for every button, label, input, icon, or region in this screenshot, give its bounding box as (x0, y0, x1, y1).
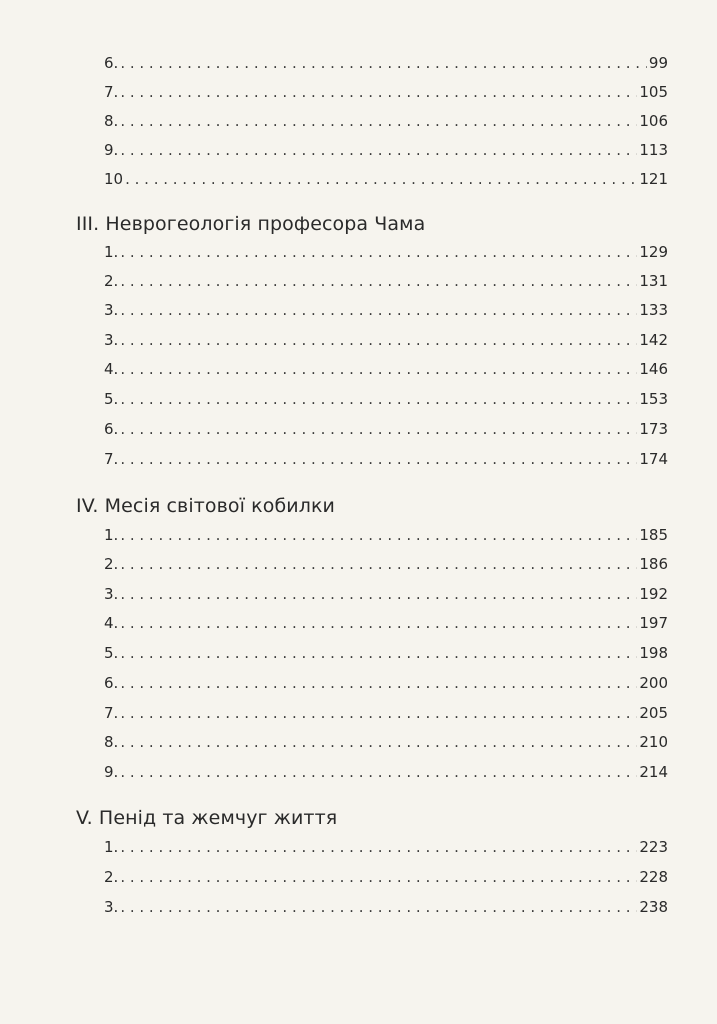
entry-page: 113 (639, 141, 668, 159)
entry-page: 129 (639, 243, 668, 261)
entry-number: 3. (104, 301, 119, 319)
entry-number: 1. (104, 526, 119, 544)
entry-page: 105 (639, 83, 668, 101)
entry-page: 214 (639, 763, 668, 781)
toc-entry[interactable] (104, 360, 668, 382)
dot-leader (120, 838, 637, 856)
entry-page: 99 (648, 54, 668, 72)
entry-number: 1. (104, 243, 119, 261)
entry-number: 7. (104, 450, 119, 468)
entry-number: 2. (104, 555, 119, 573)
entry-number: 7. (104, 83, 119, 101)
entry-number: 2. (104, 272, 119, 290)
entry-page: 200 (639, 674, 668, 692)
toc-entry[interactable] (104, 838, 668, 860)
dot-leader (125, 170, 637, 188)
toc-entry[interactable] (104, 272, 668, 294)
entry-page: 197 (639, 614, 668, 632)
entry-number: 9. (104, 763, 119, 781)
toc-entry[interactable] (104, 674, 668, 696)
entry-number: 4. (104, 614, 119, 632)
dot-leader (120, 526, 637, 544)
dot-leader (120, 644, 637, 662)
entry-page: 228 (639, 868, 668, 886)
toc-entry[interactable] (104, 112, 668, 134)
entry-page: 205 (639, 704, 668, 722)
dot-leader (120, 555, 637, 573)
entry-number: 1. (104, 838, 119, 856)
entry-number: 3. (104, 585, 119, 603)
dot-leader (120, 390, 637, 408)
entry-number: 3. (104, 331, 119, 349)
toc-entry[interactable] (104, 170, 668, 192)
toc-entry[interactable] (104, 585, 668, 607)
entry-page: 185 (639, 526, 668, 544)
toc-entry[interactable] (104, 898, 668, 920)
toc-entry[interactable] (104, 54, 668, 76)
toc-entry[interactable] (104, 555, 668, 577)
toc-entry[interactable] (104, 141, 668, 163)
dot-leader (120, 704, 637, 722)
toc-entry[interactable] (104, 526, 668, 548)
dot-leader (120, 733, 637, 751)
dot-leader (120, 112, 637, 130)
entry-number: 8. (104, 112, 119, 130)
entry-number: 4. (104, 360, 119, 378)
toc-entry[interactable] (104, 331, 668, 353)
dot-leader (120, 301, 637, 319)
toc-entry[interactable] (104, 733, 668, 755)
dot-leader (120, 614, 637, 632)
section-heading[interactable]: V. Пенід та жемчуг життя (76, 807, 338, 829)
dot-leader (120, 763, 637, 781)
entry-page: 186 (639, 555, 668, 573)
entry-number: 10 (104, 170, 124, 188)
entry-page: 133 (639, 301, 668, 319)
dot-leader (120, 674, 637, 692)
entry-page: 192 (639, 585, 668, 603)
section-heading[interactable]: III. Неврогеологія професора Чама (76, 213, 426, 235)
dot-leader (120, 243, 637, 261)
toc-entry[interactable] (104, 390, 668, 412)
dot-leader (120, 420, 637, 438)
dot-leader (120, 83, 637, 101)
toc-entry[interactable] (104, 450, 668, 472)
entry-page: 142 (639, 331, 668, 349)
section-heading[interactable]: IV. Месія світової кобилки (76, 495, 335, 517)
entry-page: 121 (639, 170, 668, 188)
entry-page: 174 (639, 450, 668, 468)
toc-entry[interactable] (104, 704, 668, 726)
toc-entry[interactable] (104, 614, 668, 636)
dot-leader (120, 141, 637, 159)
entry-page: 173 (639, 420, 668, 438)
entry-number: 7. (104, 704, 119, 722)
dot-leader (120, 450, 637, 468)
toc-entry[interactable] (104, 644, 668, 666)
dot-leader (120, 868, 637, 886)
entry-page: 210 (639, 733, 668, 751)
entry-page: 238 (639, 898, 668, 916)
entry-number: 8. (104, 733, 119, 751)
entry-page: 131 (639, 272, 668, 290)
entry-number: 6. (104, 674, 119, 692)
entry-number: 2. (104, 868, 119, 886)
dot-leader (120, 898, 637, 916)
entry-number: 6. (104, 54, 119, 72)
entry-number: 5. (104, 390, 119, 408)
toc-entry[interactable] (104, 83, 668, 105)
toc-entry[interactable] (104, 420, 668, 442)
entry-page: 146 (639, 360, 668, 378)
entry-number: 6. (104, 420, 119, 438)
entry-page: 223 (639, 838, 668, 856)
dot-leader (120, 585, 637, 603)
toc-entry[interactable] (104, 763, 668, 785)
entry-number: 5. (104, 644, 119, 662)
dot-leader (120, 331, 637, 349)
toc-entry[interactable] (104, 301, 668, 323)
entry-page: 106 (639, 112, 668, 130)
dot-leader (120, 360, 637, 378)
entry-page: 153 (639, 390, 668, 408)
toc-entry[interactable] (104, 243, 668, 265)
entry-number: 3. (104, 898, 119, 916)
entry-page: 198 (639, 644, 668, 662)
dot-leader (120, 272, 637, 290)
entry-number: 9. (104, 141, 119, 159)
toc-entry[interactable] (104, 868, 668, 890)
dot-leader (120, 54, 647, 72)
